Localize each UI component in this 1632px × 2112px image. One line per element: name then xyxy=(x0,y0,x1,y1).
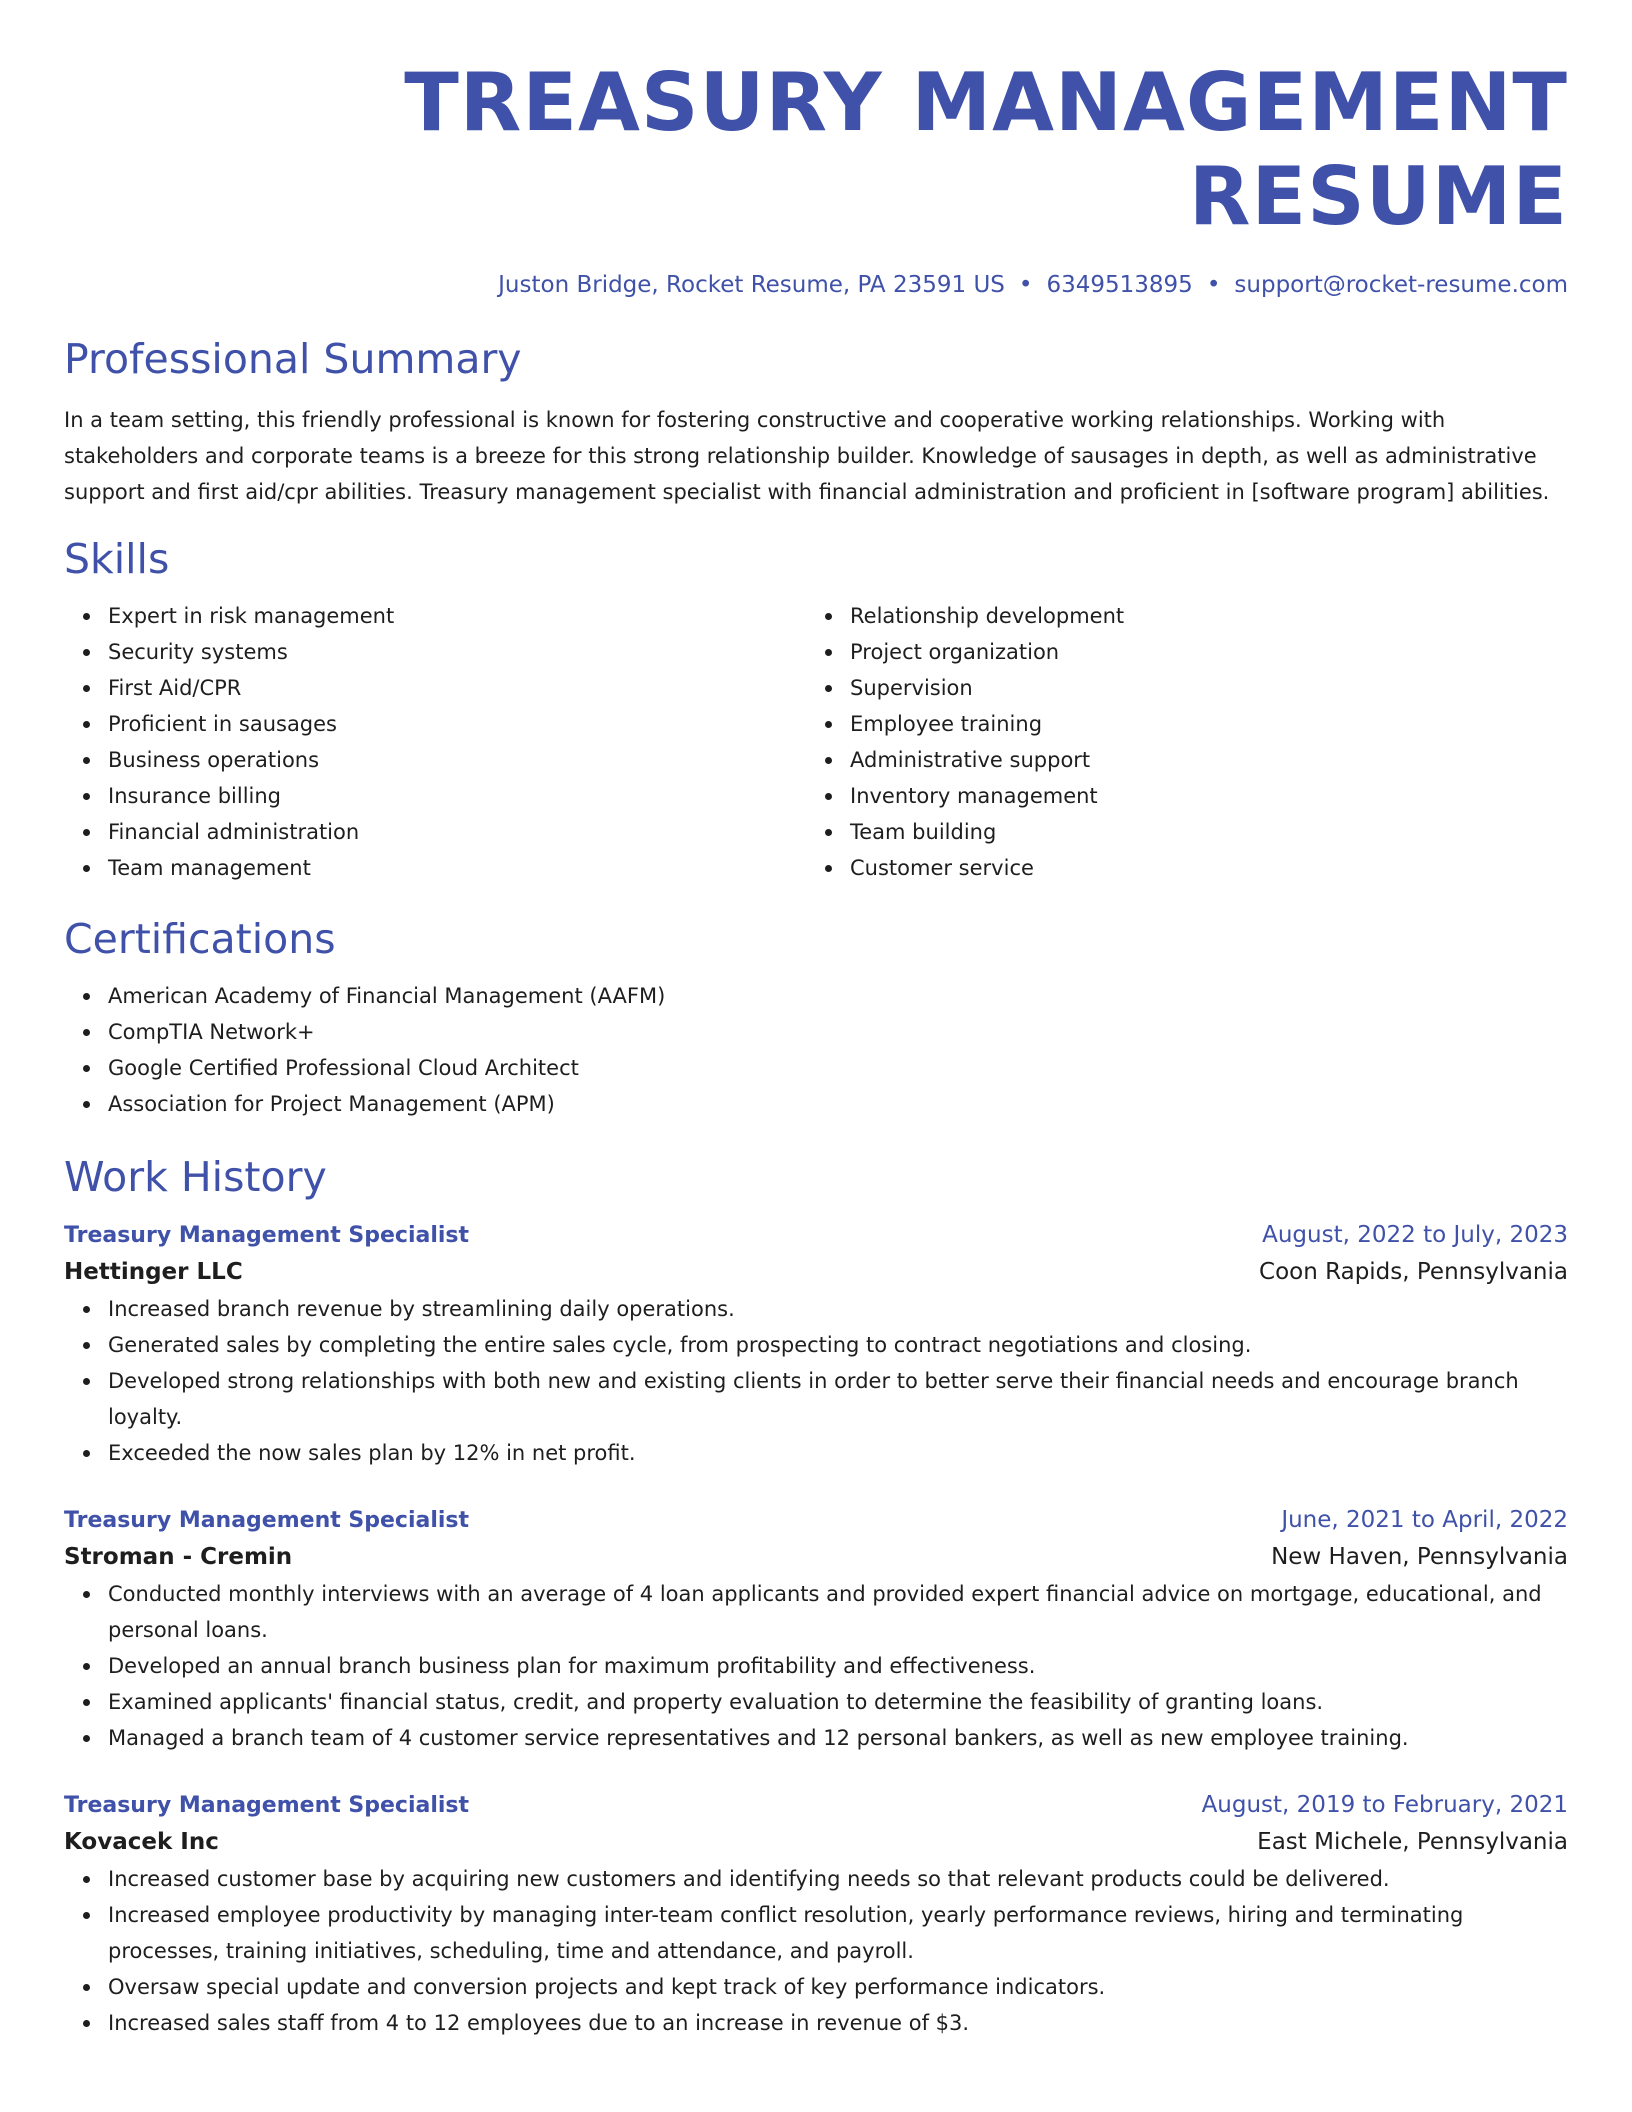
skill-item: First Aid/CPR xyxy=(108,670,806,706)
job-bullet: Increased employee productivity by managing inter-team conflict resolution, yearly performance reviews, hiring and terminating processes, training initiatives, scheduling, time and attendance, and payroll. xyxy=(108,1897,1568,1969)
skill-item: Inventory management xyxy=(850,778,1548,814)
job-location: Coon Rapids, Pennsylvania xyxy=(1259,1259,1568,1285)
skills-grid xyxy=(64,598,1568,886)
contact-separator: • xyxy=(1018,272,1033,298)
section-heading-certifications: Certifications xyxy=(64,915,336,963)
contact-separator: • xyxy=(1206,272,1221,298)
job-entry xyxy=(64,1218,1568,1471)
job-dates: August, 2019 to February, 2021 xyxy=(1201,1792,1568,1818)
certifications-list xyxy=(64,978,1568,1122)
work-history-section xyxy=(64,1152,1568,2041)
skill-item: Business operations xyxy=(108,742,806,778)
job-bullets xyxy=(64,1576,1568,1756)
resume-page xyxy=(64,0,1568,2073)
job-company-row xyxy=(64,1538,1568,1576)
summary-section xyxy=(64,334,1568,510)
job-bullet: Developed strong relationships with both new and existing clients in order to better serve their financial needs and encourage branch loyalty. xyxy=(108,1363,1568,1435)
job-bullet: Increased customer base by acquiring new customers and identifying needs so that relevant products could be delivered. xyxy=(108,1861,1568,1897)
contact-line xyxy=(64,270,1568,300)
job-bullet: Increased branch revenue by streamlining daily operations. xyxy=(108,1291,1568,1327)
job-bullet: Examined applicants' financial status, credit, and property evaluation to determine the feasibility of granting loans. xyxy=(108,1684,1568,1720)
job-location: New Haven, Pennsylvania xyxy=(1271,1544,1568,1570)
job-company-row xyxy=(64,1253,1568,1291)
certification-item: CompTIA Network+ xyxy=(108,1014,1568,1050)
skill-item: Administrative support xyxy=(850,742,1548,778)
skills-list-left xyxy=(64,598,806,886)
skill-item: Insurance billing xyxy=(108,778,806,814)
job-company-row xyxy=(64,1823,1568,1861)
skills-section xyxy=(64,534,1568,886)
job-header-row xyxy=(64,1218,1568,1253)
job-bullet: Managed a branch team of 4 customer service representatives and 12 personal bankers, as well as new employee training. xyxy=(108,1720,1568,1756)
skill-item: Customer service xyxy=(850,850,1548,886)
section-heading-work-history: Work History xyxy=(64,1153,327,1201)
certification-item: Association for Project Management (APM) xyxy=(108,1086,1568,1122)
section-heading-summary: Professional Summary xyxy=(64,335,522,383)
skills-list-right xyxy=(806,598,1548,886)
contact-email[interactable]: support@rocket-resume.com xyxy=(1234,272,1568,298)
contact-address: Juston Bridge, Rocket Resume, PA 23591 US xyxy=(498,272,1005,298)
skill-item: Employee training xyxy=(850,706,1548,742)
job-header-row xyxy=(64,1788,1568,1823)
skills-column-left xyxy=(64,598,806,886)
job-entry xyxy=(64,1788,1568,2041)
certification-item: Google Certified Professional Cloud Architect xyxy=(108,1050,1568,1086)
job-company: Kovacek Inc xyxy=(64,1829,219,1855)
skill-item: Project organization xyxy=(850,634,1548,670)
skill-item: Expert in risk management xyxy=(108,598,806,634)
skill-item: Security systems xyxy=(108,634,806,670)
job-location: East Michele, Pennsylvania xyxy=(1257,1829,1568,1855)
skill-item: Financial administration xyxy=(108,814,806,850)
job-title: Treasury Management Specialist xyxy=(64,1508,470,1533)
skill-item: Proficient in sausages xyxy=(108,706,806,742)
skill-item: Team management xyxy=(108,850,806,886)
job-bullet: Exceeded the now sales plan by 12% in net profit. xyxy=(108,1435,1568,1471)
job-entry xyxy=(64,1503,1568,1756)
summary-text: In a team setting, this friendly professional is known for fostering constructive and cooperative working relationships. Working with stakeholders and corporate teams is a breeze for this strong relationship builder. Knowledge of sausages in depth, as well as administrative support and first aid/cpr abilities. Treasury management specialist with financial administration and proficient in [software program] abilities. xyxy=(64,408,1550,504)
contact-phone: 6349513895 xyxy=(1046,272,1193,298)
job-bullet: Oversaw special update and conversion projects and kept track of key performance indicators. xyxy=(108,1969,1568,2005)
job-dates: August, 2022 to July, 2023 xyxy=(1262,1222,1568,1248)
section-heading-skills: Skills xyxy=(64,535,170,583)
job-bullet: Increased sales staff from 4 to 12 employees due to an increase in revenue of $3. xyxy=(108,2005,1568,2041)
certifications-section xyxy=(64,914,1568,1122)
job-bullets xyxy=(64,1291,1568,1471)
job-header-row xyxy=(64,1503,1568,1538)
job-bullet: Conducted monthly interviews with an average of 4 loan applicants and provided expert financial advice on mortgage, educational, and personal loans. xyxy=(108,1576,1568,1648)
skills-column-right xyxy=(806,598,1548,886)
skill-item: Team building xyxy=(850,814,1548,850)
job-dates: June, 2021 to April, 2022 xyxy=(1281,1507,1568,1533)
job-title: Treasury Management Specialist xyxy=(64,1223,470,1248)
job-title: Treasury Management Specialist xyxy=(64,1793,470,1818)
skill-item: Supervision xyxy=(850,670,1548,706)
resume-title: TREASURY MANAGEMENT RESUME xyxy=(404,56,1568,243)
certification-item: American Academy of Financial Management (AAFM) xyxy=(108,978,1568,1014)
job-company: Stroman - Cremin xyxy=(64,1544,293,1570)
skill-item: Relationship development xyxy=(850,598,1548,634)
job-bullets xyxy=(64,1861,1568,2041)
job-bullet: Developed an annual branch business plan for maximum profitability and effectiveness. xyxy=(108,1648,1568,1684)
job-company: Hettinger LLC xyxy=(64,1259,243,1285)
job-bullet: Generated sales by completing the entire sales cycle, from prospecting to contract negotiations and closing. xyxy=(108,1327,1568,1363)
